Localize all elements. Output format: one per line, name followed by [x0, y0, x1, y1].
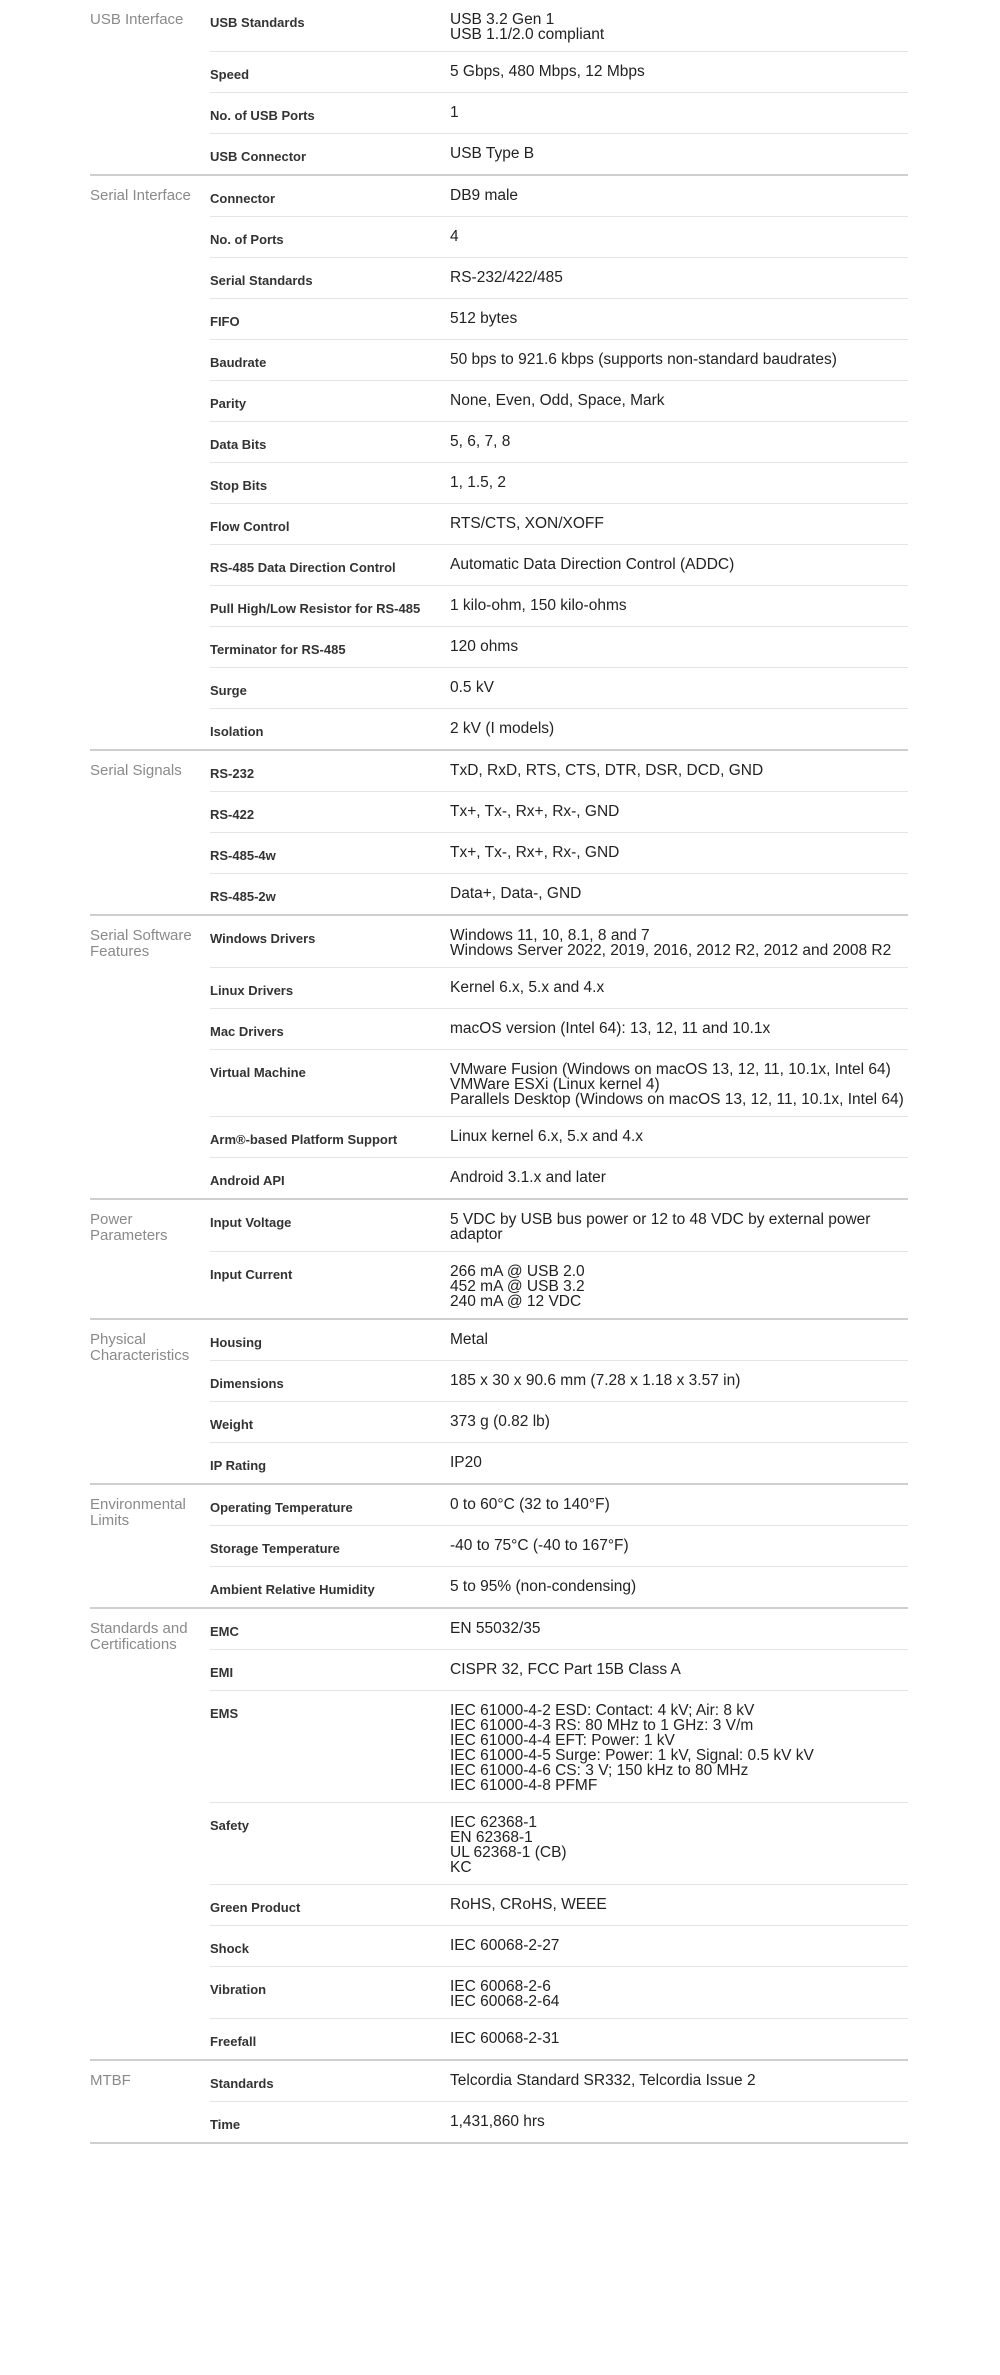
spec-label: Time [210, 2117, 241, 2132]
spec-rows [210, 751, 908, 914]
spec-value-line: 266 mA @ USB 2.0 [450, 1263, 585, 1280]
spec-value-line: TxD, RxD, RTS, CTS, DTR, DSR, DCD, GND [450, 762, 764, 779]
spec-value-line: None, Even, Odd, Space, Mark [450, 392, 665, 409]
spec-value [450, 422, 908, 462]
spec-value-line: IEC 61000-4-4 EFT: Power: 1 kV [450, 1732, 675, 1749]
spec-value [450, 463, 908, 503]
spec-value-line: EN 62368-1 [450, 1829, 533, 1846]
spec-value [450, 1158, 908, 1198]
spec-row [210, 176, 908, 216]
spec-value-line: UL 62368-1 (CB) [450, 1844, 567, 1861]
spec-value [450, 1885, 908, 1925]
spec-label: Freefall [210, 2034, 257, 2049]
spec-value-line: 5 to 95% (non-condensing) [450, 1578, 637, 1595]
spec-label: Flow Control [210, 519, 290, 534]
spec-row [210, 1320, 908, 1360]
spec-label: No. of Ports [210, 232, 284, 247]
spec-label: Surge [210, 683, 247, 698]
spec-value [450, 709, 908, 749]
spec-value-line: CISPR 32, FCC Part 15B Class A [450, 1661, 681, 1678]
spec-value-line: Windows Server 2022, 2019, 2016, 2012 R2, 2012 and 2008 R2 [450, 942, 892, 959]
spec-value-line: Telcordia Standard SR332, Telcordia Issue 2 [450, 2072, 756, 2089]
spec-label: Operating Temperature [210, 1500, 353, 1515]
spec-value-line: EN 55032/35 [450, 1620, 541, 1637]
spec-value [450, 1117, 908, 1157]
spec-value [450, 1967, 908, 2018]
spec-label: Isolation [210, 724, 264, 739]
spec-row [210, 751, 908, 791]
spec-value [450, 134, 908, 174]
spec-section-mtbf [90, 2061, 908, 2144]
spec-row [210, 1690, 908, 1802]
spec-value [450, 0, 908, 51]
spec-value-line: IEC 61000-4-6 CS: 3 V; 150 kHz to 80 MHz [450, 1762, 749, 1779]
spec-value-line: IEC 62368-1 [450, 1814, 538, 1831]
spec-row [210, 1485, 908, 1525]
spec-value [450, 1320, 908, 1360]
spec-value [450, 176, 908, 216]
spec-rows [210, 0, 908, 174]
spec-value [450, 1803, 908, 1884]
spec-row [210, 1966, 908, 2018]
spec-value-line: IEC 60068-2-6 [450, 1978, 551, 1995]
spec-rows [210, 1485, 908, 1607]
spec-section-serial-interface [90, 176, 908, 751]
spec-label: Ambient Relative Humidity [210, 1582, 375, 1597]
spec-label: No. of USB Ports [210, 108, 315, 123]
spec-value-line: USB 3.2 Gen 1 [450, 11, 555, 28]
section-title: Physical Characteristics [90, 1331, 190, 1364]
spec-row [210, 585, 908, 626]
spec-value-line: 120 ohms [450, 638, 519, 655]
spec-label: Vibration [210, 1982, 267, 1997]
spec-label: IP Rating [210, 1458, 267, 1473]
spec-row [210, 51, 908, 92]
spec-value-line: IEC 61000-4-3 RS: 80 MHz to 1 GHz: 3 V/m [450, 1717, 754, 1734]
spec-value [450, 1443, 908, 1483]
section-title: MTBF [90, 2072, 131, 2089]
spec-row [210, 1884, 908, 1925]
spec-row [210, 216, 908, 257]
spec-row [210, 2101, 908, 2142]
spec-value [450, 1691, 908, 1802]
spec-value-line: 512 bytes [450, 310, 518, 327]
spec-row [210, 1360, 908, 1401]
spec-value-line: Kernel 6.x, 5.x and 4.x [450, 979, 605, 996]
spec-row [210, 544, 908, 585]
spec-value-line: 50 bps to 921.6 kbps (supports non-standard baudrates) [450, 351, 837, 368]
spec-label: USB Connector [210, 149, 307, 164]
spec-value [450, 1926, 908, 1966]
spec-label: RS-232 [210, 766, 255, 781]
spec-row [210, 1649, 908, 1690]
spec-rows [210, 1200, 908, 1318]
spec-value-line: RoHS, CRoHS, WEEE [450, 1896, 607, 1913]
spec-value-line: 5, 6, 7, 8 [450, 433, 511, 450]
spec-row [210, 1802, 908, 1884]
spec-label: Weight [210, 1417, 254, 1432]
spec-rows [210, 916, 908, 1198]
spec-value-line: VMWare ESXi (Linux kernel 4) [450, 1076, 660, 1093]
spec-row [210, 133, 908, 174]
spec-label: Housing [210, 1335, 262, 1350]
spec-value-line: RTS/CTS, XON/XOFF [450, 515, 604, 532]
spec-value-line: Data+, Data-, GND [450, 885, 582, 902]
spec-value-line: USB Type B [450, 145, 535, 162]
spec-section-physical-characteristics [90, 1320, 908, 1485]
spec-value-line: DB9 male [450, 187, 519, 204]
spec-value-line: 1 [450, 104, 459, 121]
spec-value [450, 916, 908, 967]
spec-row [210, 1442, 908, 1483]
spec-label: FIFO [210, 314, 240, 329]
spec-label: Windows Drivers [210, 931, 316, 946]
spec-rows [210, 2061, 908, 2142]
spec-value [450, 381, 908, 421]
spec-section-power-parameters [90, 1200, 908, 1320]
spec-row [210, 1609, 908, 1649]
spec-label: Standards [210, 2076, 274, 2091]
spec-value [450, 504, 908, 544]
spec-row [210, 1157, 908, 1198]
spec-row [210, 1525, 908, 1566]
section-title: Environmental Limits [90, 1496, 186, 1529]
spec-row [210, 92, 908, 133]
spec-label: USB Standards [210, 15, 305, 30]
spec-value [450, 2019, 908, 2059]
spec-row [210, 380, 908, 421]
spec-value [450, 217, 908, 257]
spec-row [210, 1008, 908, 1049]
spec-value-line: Automatic Data Direction Control (ADDC) [450, 556, 735, 573]
section-title: Serial Interface [90, 187, 191, 204]
spec-value-line: macOS version (Intel 64): 13, 12, 11 and 10.1x [450, 1020, 771, 1037]
spec-row [210, 421, 908, 462]
spec-value-line: 452 mA @ USB 3.2 [450, 1278, 585, 1295]
spec-row [210, 339, 908, 380]
section-title: Serial Signals [90, 762, 182, 779]
spec-value [450, 1050, 908, 1116]
spec-section-environmental-limits [90, 1485, 908, 1609]
spec-row [210, 667, 908, 708]
spec-row [210, 873, 908, 914]
spec-value-line: IEC 60068-2-31 [450, 2030, 560, 2047]
spec-row [210, 626, 908, 667]
spec-value-line: IEC 60068-2-27 [450, 1937, 560, 1954]
spec-row [210, 1116, 908, 1157]
spec-row [210, 0, 908, 51]
spec-value [450, 1252, 908, 1318]
spec-value-line: VMware Fusion (Windows on macOS 13, 12, 11, 10.1x, Intel 64) [450, 1061, 891, 1078]
spec-value-line: Metal [450, 1331, 488, 1348]
spec-row [210, 1251, 908, 1318]
spec-label: RS-485-2w [210, 889, 276, 904]
spec-label: Shock [210, 1941, 250, 1956]
spec-section-standards-and-certifications [90, 1609, 908, 2061]
spec-label: Input Voltage [210, 1215, 292, 1230]
spec-value [450, 93, 908, 133]
spec-value-line: 2 kV (I models) [450, 720, 555, 737]
spec-value-line: IEC 61000-4-8 PFMF [450, 1777, 598, 1794]
spec-label: EMS [210, 1706, 239, 1721]
spec-value-line: RS-232/422/485 [450, 269, 563, 286]
spec-value-line: 5 VDC by USB bus power or 12 to 48 VDC by external power adaptor [450, 1211, 871, 1243]
spec-value-line: 5 Gbps, 480 Mbps, 12 Mbps [450, 63, 645, 80]
spec-value-line: Linux kernel 6.x, 5.x and 4.x [450, 1128, 644, 1145]
spec-label: Data Bits [210, 437, 267, 452]
spec-value [450, 627, 908, 667]
spec-value [450, 2061, 908, 2101]
spec-value [450, 668, 908, 708]
spec-label: Stop Bits [210, 478, 268, 493]
section-title: Serial Software Features [90, 927, 192, 960]
spec-row [210, 298, 908, 339]
spec-value-line: IEC 61000-4-5 Surge: Power: 1 kV, Signal: 0.5 kV kV [450, 1747, 814, 1764]
spec-value-line: Parallels Desktop (Windows on macOS 13, 12, 11, 10.1x, Intel 64) [450, 1091, 904, 1108]
spec-value [450, 874, 908, 914]
spec-label: Dimensions [210, 1376, 284, 1391]
spec-value-line: Tx+, Tx-, Rx+, Rx-, GND [450, 803, 620, 820]
spec-value-line: IP20 [450, 1454, 482, 1471]
spec-value-line: 4 [450, 228, 459, 245]
spec-value-line: 0 to 60°C (32 to 140°F) [450, 1496, 610, 1513]
spec-value-line: IEC 60068-2-64 [450, 1993, 560, 2010]
spec-row [210, 1049, 908, 1116]
spec-value [450, 1567, 908, 1607]
spec-label: Baudrate [210, 355, 267, 370]
spec-label: Android API [210, 1173, 285, 1188]
spec-row [210, 1925, 908, 1966]
spec-label: RS-422 [210, 807, 255, 822]
spec-value [450, 1402, 908, 1442]
section-title: USB Interface [90, 11, 184, 28]
spec-value-line: 1, 1.5, 2 [450, 474, 507, 491]
spec-value [450, 1361, 908, 1401]
spec-label: Arm®-based Platform Support [210, 1132, 398, 1147]
spec-value-line: USB 1.1/2.0 compliant [450, 26, 605, 43]
spec-value [450, 340, 908, 380]
spec-label: Speed [210, 67, 250, 82]
spec-section-usb-interface [90, 0, 908, 176]
spec-value [450, 1526, 908, 1566]
spec-label: Serial Standards [210, 273, 313, 288]
spec-value [450, 751, 908, 791]
spec-row [210, 1200, 908, 1251]
spec-value [450, 1650, 908, 1690]
spec-value-line: 0.5 kV [450, 679, 494, 696]
spec-value-line: Android 3.1.x and later [450, 1169, 606, 1186]
spec-label: Safety [210, 1818, 250, 1833]
spec-value [450, 1485, 908, 1525]
spec-label: RS-485 Data Direction Control [210, 560, 396, 575]
section-title: Standards and Certifications [90, 1620, 188, 1653]
spec-row [210, 791, 908, 832]
spec-rows [210, 1320, 908, 1483]
spec-label: RS-485-4w [210, 848, 276, 863]
spec-value [450, 1009, 908, 1049]
spec-row [210, 2018, 908, 2059]
spec-value [450, 52, 908, 92]
spec-row [210, 1401, 908, 1442]
spec-label: EMI [210, 1665, 234, 1680]
section-title: Power Parameters [90, 1211, 168, 1244]
spec-value-line: Tx+, Tx-, Rx+, Rx-, GND [450, 844, 620, 861]
spec-value [450, 792, 908, 832]
spec-label: Storage Temperature [210, 1541, 340, 1556]
spec-rows [210, 176, 908, 749]
spec-row [210, 916, 908, 967]
spec-value [450, 968, 908, 1008]
spec-value [450, 1609, 908, 1649]
spec-label: Pull High/Low Resistor for RS-485 [210, 601, 421, 616]
spec-section-serial-signals [90, 751, 908, 916]
spec-value [450, 299, 908, 339]
spec-row [210, 503, 908, 544]
spec-section-serial-software-features [90, 916, 908, 1200]
spec-rows [210, 1609, 908, 2059]
spec-value-line: 185 x 30 x 90.6 mm (7.28 x 1.18 x 3.57 in) [450, 1372, 741, 1389]
spec-value-line: 1 kilo-ohm, 150 kilo-ohms [450, 597, 627, 614]
spec-label: Terminator for RS-485 [210, 642, 346, 657]
spec-row [210, 1566, 908, 1607]
spec-label: Linux Drivers [210, 983, 294, 998]
spec-value-line: KC [450, 1859, 472, 1876]
spec-row [210, 967, 908, 1008]
spec-value [450, 586, 908, 626]
spec-row [210, 832, 908, 873]
spec-label: Green Product [210, 1900, 301, 1915]
spec-value-line: 1,431,860 hrs [450, 2113, 545, 2130]
spec-label: Parity [210, 396, 247, 411]
spec-label: Virtual Machine [210, 1065, 306, 1080]
spec-value-line: 240 mA @ 12 VDC [450, 1293, 582, 1310]
spec-row [210, 708, 908, 749]
spec-row [210, 2061, 908, 2101]
spec-value [450, 1200, 908, 1251]
spec-label: Connector [210, 191, 275, 206]
spec-value-line: IEC 61000-4-2 ESD: Contact: 4 kV; Air: 8 kV [450, 1702, 755, 1719]
spec-value-line: 373 g (0.82 lb) [450, 1413, 550, 1430]
spec-value [450, 545, 908, 585]
spec-value [450, 833, 908, 873]
spec-label: EMC [210, 1624, 239, 1639]
spec-value-line: Windows 11, 10, 8.1, 8 and 7 [450, 927, 650, 944]
spec-value-line: -40 to 75°C (-40 to 167°F) [450, 1537, 629, 1554]
spec-value [450, 258, 908, 298]
spec-value [450, 2102, 908, 2142]
spec-row [210, 462, 908, 503]
spec-label: Input Current [210, 1267, 293, 1282]
specifications-table [90, 0, 908, 2144]
spec-row [210, 257, 908, 298]
spec-label: Mac Drivers [210, 1024, 284, 1039]
